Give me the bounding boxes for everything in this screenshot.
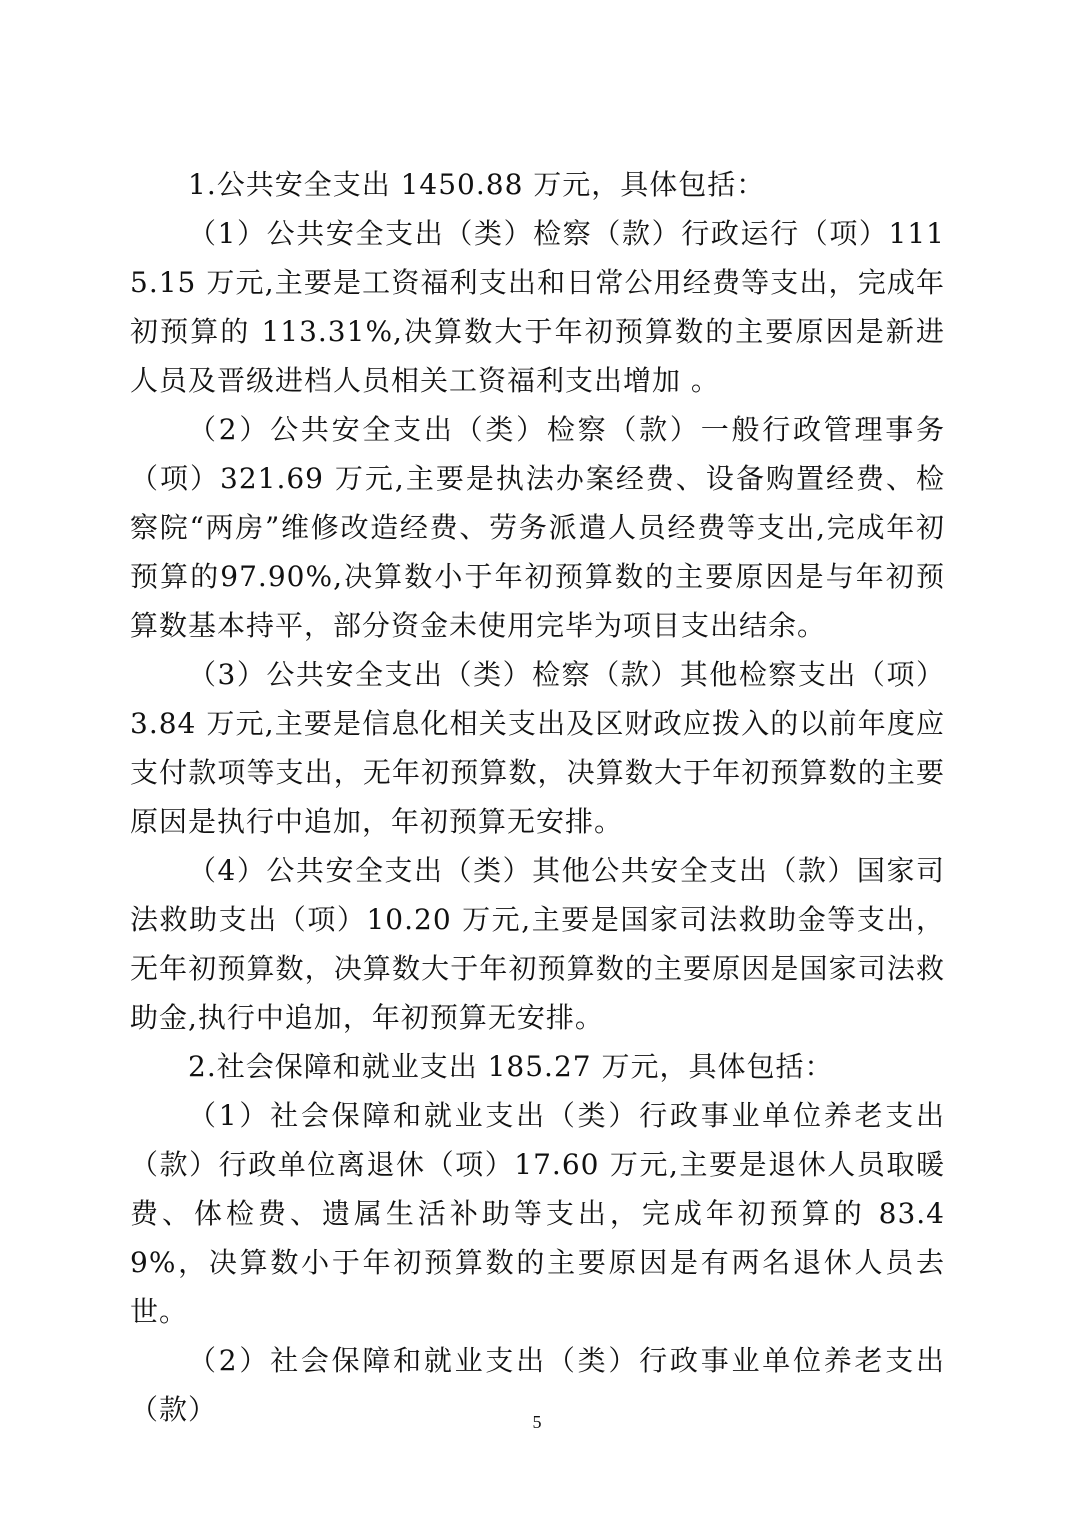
page-number: 5	[532, 1412, 542, 1432]
paragraph-retirement-expense: （1）社会保障和就业支出（类）行政事业单位养老支出（款）行政单位离退休（项）17.60 万元,主要是退休人员取暖费、体检费、遗属生活补助等支出，完成年初预算的 83.49%，决算数小于年初预算数的主要原因是有两名退休人员去世。	[130, 1099, 945, 1328]
paragraph-procuratorate-administration: （2）公共安全支出（类）检察（款）一般行政管理事务（项）321.69 万元,主要是执法办案经费、设备购置经费、检察院“两房”维修改造经费、劳务派遣人员经费等支出,完成年初预算的97.90%,决算数小于年初预算数的主要原因是与年初预算数基本持平，部分资金未使用完毕为项目支出结余。	[130, 413, 945, 642]
paragraph-pension-expense: （2）社会保障和就业支出（类）行政事业单位养老支出（款）	[130, 1344, 945, 1426]
paragraph-social-security-total: 2.社会保障和就业支出 185.27 万元，具体包括：	[188, 1050, 834, 1083]
paragraph-procuratorate-operation: （1）公共安全支出（类）检察（款）行政运行（项）1115.15 万元,主要是工资福利支出和日常公用经费等支出，完成年初预算的 113.31%,决算数大于年初预算数的主要原因是新进人员及晋级进档人员相关工资福利支出增加 。	[130, 217, 945, 397]
paragraph-judicial-assistance: （4）公共安全支出（类）其他公共安全支出（款）国家司法救助支出（项）10.20 万元,主要是国家司法救助金等支出，无年初预算数，决算数大于年初预算数的主要原因是国家司法救助金,执行中追加，年初预算无安排。	[130, 854, 945, 1034]
paragraph-other-procuratorate-expense: （3）公共安全支出（类）检察（款）其他检察支出（项）3.84 万元,主要是信息化相关支出及区财政应拨入的以前年度应支付款项等支出，无年初预算数，决算数大于年初预算数的主要原因是执行中追加，年初预算无安排。	[130, 658, 945, 838]
paragraph-public-security-total: 1.公共安全支出 1450.88 万元，具体包括：	[188, 168, 766, 201]
body-text	[130, 160, 945, 1434]
